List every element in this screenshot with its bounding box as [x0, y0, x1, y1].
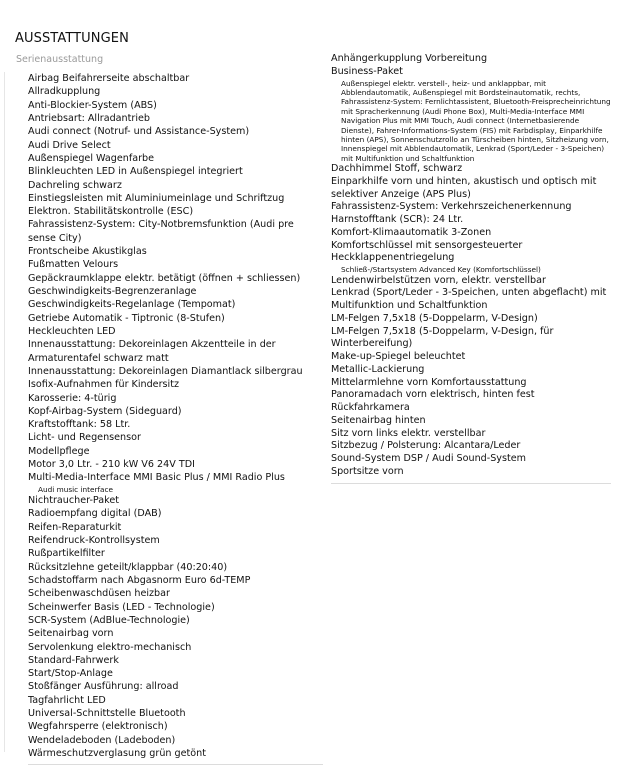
equipment-item: Metallic-Lackierung — [331, 363, 425, 375]
equipment-item: Mittelarmlehne vorn Komfortausstattung — [331, 376, 527, 388]
equipment-item: Wärmeschutzverglasung grün getönt — [28, 748, 207, 760]
equipment-item: Seitenairbag hinten — [331, 414, 426, 426]
equipment-item: Blinkleuchten LED in Außenspiegel integriert — [28, 166, 243, 178]
equipment-item: Start/Stop-Anlage — [28, 668, 113, 680]
equipment-item: Komfortschlüssel mit sensorgesteuerter Heckklappenentriegelung — [331, 239, 523, 264]
equipment-item: Harnstofftank (SCR): 24 Ltr. — [331, 214, 464, 226]
equipment-item: LM-Felgen 7,5x18 (5-Doppelarm, V-Design) — [331, 312, 538, 324]
equipment-item: Reifendruck-Kontrollsystem — [28, 535, 160, 547]
equipment-item: Antriebsart: Allradantrieb — [28, 112, 151, 124]
equipment-item: Audi connect (Notruf- und Assistance-System) — [28, 126, 250, 138]
equipment-item: Innenausstattung: Dekoreinlagen Akzentteile in der Armaturentafel schwarz matt — [28, 339, 276, 364]
equipment-item: Einparkhilfe vorn und hinten, akustisch und optisch mit selektiver Anzeige (APS Plus) — [331, 175, 597, 200]
equipment-item: Getriebe Automatik - Tiptronic (8-Stufen) — [28, 312, 225, 324]
equipment-item: Rücksitzlehne geteilt/klappbar (40:20:40) — [28, 561, 228, 573]
equipment-item: Modellpflege — [28, 445, 90, 457]
equipment-item: Make-up-Spiegel beleuchtet — [331, 351, 466, 363]
equipment-item: Fußmatten Velours — [28, 259, 119, 271]
left-equipment-list — [28, 72, 323, 765]
equipment-item: Elektron. Stabilitätskontrolle (ESC) — [28, 206, 194, 218]
equipment-item: Radioempfang digital (DAB) — [28, 508, 162, 520]
equipment-item: Schadstoffarm nach Abgasnorm Euro 6d-TEMP — [28, 574, 251, 586]
equipment-item: Fahrassistenz-System: Verkehrszeichenerkennung — [331, 201, 572, 213]
equipment-item: Geschwindigkeits-Regelanlage (Tempomat) — [28, 299, 236, 311]
page-edge-line — [4, 72, 5, 752]
equipment-item: Stoßfänger Ausführung: allroad — [28, 681, 179, 693]
equipment-item: Kopf-Airbag-System (Sideguard) — [28, 405, 182, 417]
right-equipment-list — [331, 53, 611, 484]
equipment-item: Gepäckraumklappe elektr. betätigt (öffnen + schliessen) — [28, 272, 301, 284]
equipment-item: Wegfahrsperre (elektronisch) — [28, 721, 168, 733]
equipment-item: Komfort-Klimaautomatik 3-Zonen — [331, 226, 492, 238]
equipment-item: Scheinwerfer Basis (LED - Technologie) — [28, 601, 215, 613]
equipment-item: Nichtraucher-Paket — [28, 495, 120, 507]
equipment-item: Isofix-Aufnahmen für Kindersitz — [28, 379, 179, 391]
equipment-item: Business-Paket — [331, 65, 403, 77]
equipment-item: Allradkupplung — [28, 86, 101, 98]
equipment-item: Panoramadach vorn elektrisch, hinten fest — [331, 389, 535, 401]
equipment-item: Multi-Media-Interface MMI Basic Plus / MMI Radio Plus — [28, 472, 285, 484]
equipment-item: Licht- und Regensensor — [28, 432, 141, 444]
equipment-item-detail: Schließ-/Startsystem Advanced Key (Komfortschlüssel) — [341, 265, 541, 275]
equipment-item-detail: Audi music interface — [38, 484, 114, 494]
equipment-item: Scheibenwaschdüsen heizbar — [28, 588, 170, 600]
equipment-item: Reifen-Reparaturkit — [28, 521, 122, 533]
equipment-item: Frontscheibe Akustikglas — [28, 246, 147, 258]
equipment-item: Außenspiegel Wagenfarbe — [28, 152, 155, 164]
equipment-item: Servolenkung elektro-mechanisch — [28, 641, 192, 653]
equipment-item: Karosserie: 4-türig — [28, 392, 117, 404]
equipment-item: Dachreling schwarz — [28, 179, 122, 191]
equipment-item: Lenkrad (Sport/Leder - 3-Speichen, unten abgeflacht) mit Multifunktion und Schaltfunktion — [331, 287, 607, 312]
equipment-item: Anti-Blockier-System (ABS) — [28, 99, 157, 111]
equipment-item: Sitzbezug / Polsterung: Alcantara/Leder — [331, 440, 521, 452]
equipment-item: Dachhimmel Stoff, schwarz — [331, 163, 463, 175]
equipment-item: Standard-Fahrwerk — [28, 654, 119, 666]
equipment-item: Universal-Schnittstelle Bluetooth — [28, 708, 186, 720]
equipment-item: Innenausstattung: Dekoreinlagen Diamantlack silbergrau — [28, 365, 303, 377]
equipment-item: Rußpartikelfilter — [28, 548, 105, 560]
equipment-item: Sitz vorn links elektr. verstellbar — [331, 427, 486, 439]
equipment-item: Anhängerkupplung Vorbereitung — [331, 53, 488, 64]
section-subtitle: Serienausstattung — [16, 54, 104, 65]
equipment-item: Fahrassistenz-System: City-Notbremsfunktion (Audi pre sense City) — [28, 219, 294, 244]
page-title: AUSSTATTUNGEN — [15, 31, 129, 46]
equipment-item: LM-Felgen 7,5x18 (5-Doppelarm, V-Design, für Winterbereifung) — [331, 325, 554, 350]
equipment-item: Tagfahrlicht LED — [28, 694, 106, 706]
equipment-item: Sound-System DSP / Audi Sound-System — [331, 453, 526, 465]
equipment-item-detail: Außenspiegel elektr. verstell-, heiz- und anklappbar, mit Abblendautomatik, Außenspiegel mit Bordsteinautomatik, rechts, Fahrassistenz-System: Fernlichtassistent, Bluetooth-Freisprecheinrichtung mit Spracherkennung (Audi Phone Box), Multi-Media-Interface MMI Navigation Plus mit MMI Touch, Audi connect (Internetbasierende Dienste), Fahrer-Informations-System (FIS) mit Farbdisplay, Einparkhilfe hinten (APS), Sonnenschutzrollo an Türscheiben hinten, Sitzheizung vorn, Innenspiegel mit Abblendautomatik, Lenkrad (Sport/Leder - 3-Speichen) mit Multifunktion und Schaltfunktion — [341, 78, 611, 163]
equipment-item: Motor 3,0 Ltr. - 210 kW V6 24V TDI — [28, 459, 195, 471]
equipment-item: SCR-System (AdBlue-Technologie) — [28, 614, 190, 626]
equipment-item: Audi Drive Select — [28, 139, 111, 151]
equipment-item: Heckleuchten LED — [28, 325, 116, 337]
equipment-item: Seitenairbag vorn — [28, 628, 114, 640]
equipment-item: Wendeladeboden (Ladeboden) — [28, 734, 176, 746]
equipment-item: Rückfahrkamera — [331, 402, 410, 414]
equipment-item: Kraftstofftank: 58 Ltr. — [28, 419, 131, 431]
equipment-item: Einstiegsleisten mit Aluminiumeinlage und Schriftzug — [28, 192, 285, 204]
equipment-item: Geschwindigkeits-Begrenzeranlage — [28, 286, 197, 297]
equipment-item: Airbag Beifahrerseite abschaltbar — [28, 73, 190, 84]
equipment-item: Lendenwirbelstützen vorn, elektr. verstellbar — [331, 274, 546, 286]
equipment-item: Sportsitze vorn — [331, 465, 404, 477]
